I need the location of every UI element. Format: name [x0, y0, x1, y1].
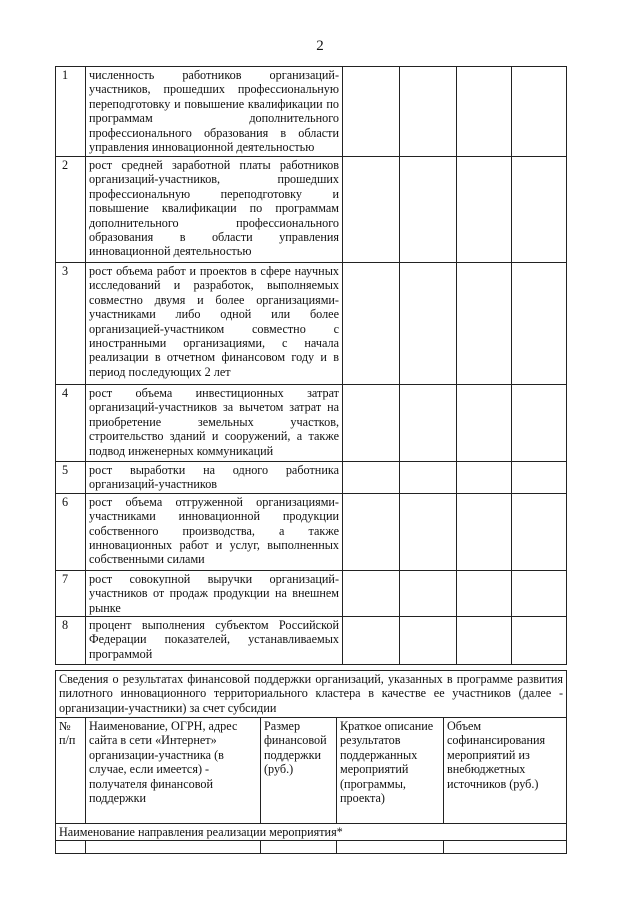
indicator-row: [56, 570, 567, 616]
indicator-value-cell: [400, 67, 457, 157]
indicator-number: 1: [56, 67, 86, 157]
indicator-value-cell: [343, 67, 400, 157]
indicator-text: рост средней заработной платы работников организаций-участников, прошедших профессиональную переподготовку и повышение квалификации по программам дополнительного профессионального образования в области управления инновационной деятельностью: [86, 157, 343, 263]
indicator-value-cell: [343, 385, 400, 462]
indicator-value-cell: [512, 263, 567, 385]
indicator-value-cell: [512, 67, 567, 157]
indicator-value-cell: [400, 263, 457, 385]
indicator-value-cell: [400, 493, 457, 570]
indicator-number: 8: [56, 617, 86, 665]
empty-cell: [337, 841, 444, 854]
indicator-value-cell: [400, 570, 457, 616]
indicator-value-cell: [343, 617, 400, 665]
direction-label: Наименование направления реализации мероприятия*: [56, 824, 567, 841]
header-num: № п/п: [56, 718, 86, 824]
indicator-value-cell: [457, 263, 512, 385]
empty-cell: [86, 841, 261, 854]
indicator-text: рост выработки на одного работника организаций-участников: [86, 462, 343, 494]
indicator-row: [56, 67, 567, 157]
header-row: [56, 718, 567, 824]
header-org: Наименование, ОГРН, адрес сайта в сети «Интернет» организации-участника (в случае, если имеется) - получателя финансовой поддержки: [86, 718, 261, 824]
indicator-value-cell: [343, 263, 400, 385]
section-title: Сведения о результатах финансовой поддержки организаций, указанных в программе развития пилотного инновационного территориального кластера в качестве ее участников (далее - организации-участники) за счет субсидии: [56, 671, 567, 718]
indicator-number: 3: [56, 263, 86, 385]
indicator-text: рост объема инвестиционных затрат организаций-участников за вычетом затрат на приобретение земельных участков, строительство зданий и сооружений, а также подвод инженерных коммуникаций: [86, 385, 343, 462]
indicator-value-cell: [400, 617, 457, 665]
header-amount: Размер финансовой поддержки (руб.): [261, 718, 337, 824]
indicator-text: рост объема отгруженной организациями-участниками инновационной продукции собственного производства, а также инновационных работ и услуг, выполненных собственными силами: [86, 493, 343, 570]
indicator-text: процент выполнения субъектом Российской Федерации показателей, устанавливаемых программой: [86, 617, 343, 665]
indicator-value-cell: [512, 462, 567, 494]
indicators-table: [55, 66, 567, 665]
indicator-value-cell: [457, 67, 512, 157]
indicator-row: [56, 157, 567, 263]
indicator-text: численность работников организаций-участников, прошедших профессиональную переподготовку и повышение квалификации по программам дополнительного профессионального образования в области управления инновационной деятельностью: [86, 67, 343, 157]
indicator-value-cell: [343, 493, 400, 570]
empty-row: [56, 841, 567, 854]
indicator-value-cell: [512, 570, 567, 616]
header-cofinancing: Объем софинансирования мероприятий из внебюджетных источников (руб.): [444, 718, 567, 824]
header-results: Краткое описание результатов поддержанных мероприятий (программы, проекта): [337, 718, 444, 824]
indicator-value-cell: [400, 385, 457, 462]
indicator-value-cell: [343, 462, 400, 494]
indicator-row: [56, 617, 567, 665]
indicator-value-cell: [457, 570, 512, 616]
indicator-number: 2: [56, 157, 86, 263]
indicator-value-cell: [457, 157, 512, 263]
empty-cell: [444, 841, 567, 854]
indicator-value-cell: [400, 462, 457, 494]
indicator-number: 7: [56, 570, 86, 616]
indicator-row: [56, 493, 567, 570]
indicator-value-cell: [343, 570, 400, 616]
indicator-value-cell: [457, 385, 512, 462]
indicator-value-cell: [457, 617, 512, 665]
indicator-number: 6: [56, 493, 86, 570]
empty-cell: [261, 841, 337, 854]
indicator-row: [56, 462, 567, 494]
indicator-value-cell: [512, 385, 567, 462]
indicator-value-cell: [512, 617, 567, 665]
support-results-table: [55, 670, 567, 854]
indicator-text: рост объема работ и проектов в сфере научных исследований и разработок, выполняемых совместно двумя и более организациями-участниками либо одной или более организацией-участником совместно с иностранными организациями, с начала реализации в отчетном финансовом году и в период последующих 2 лет: [86, 263, 343, 385]
indicator-value-cell: [457, 462, 512, 494]
indicator-value-cell: [457, 493, 512, 570]
indicator-value-cell: [400, 157, 457, 263]
indicator-number: 4: [56, 385, 86, 462]
indicator-text: рост совокупной выручки организаций-участников от продаж продукции на внешнем рынке: [86, 570, 343, 616]
indicator-row: [56, 263, 567, 385]
indicator-value-cell: [343, 157, 400, 263]
indicator-value-cell: [512, 493, 567, 570]
indicator-value-cell: [512, 157, 567, 263]
indicator-number: 5: [56, 462, 86, 494]
empty-cell: [56, 841, 86, 854]
indicator-row: [56, 385, 567, 462]
page-number: 2: [316, 38, 324, 54]
